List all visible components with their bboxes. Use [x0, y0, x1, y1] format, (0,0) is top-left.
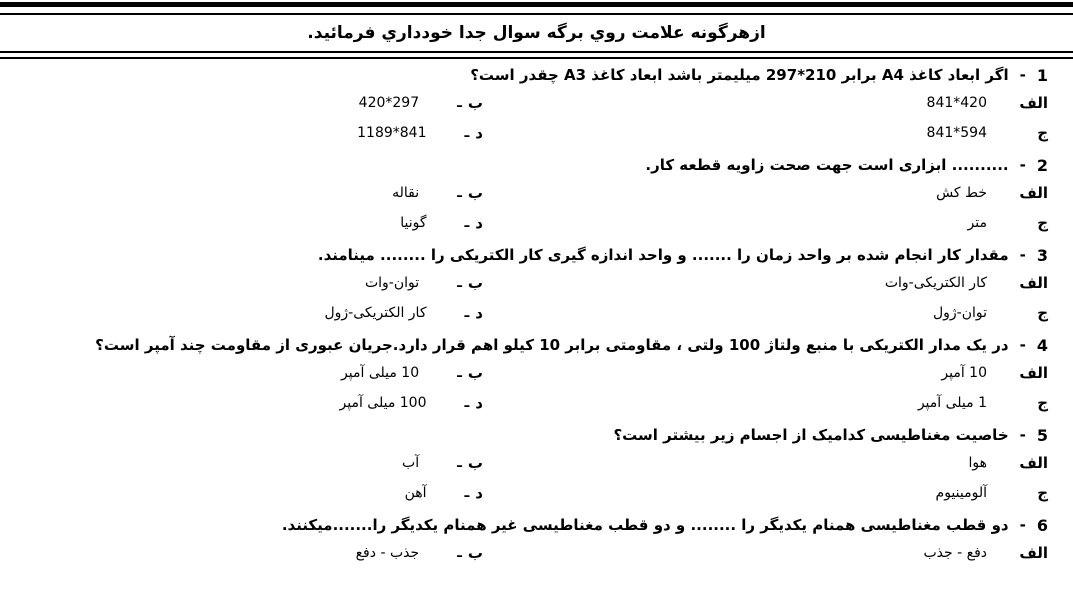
- question-text: دو قطب مغناطیسی همنام یكدیگر را ........ و دو قطب مغناطیسی غیر همنام یكدیگر را.......میكنند.: [281, 516, 1009, 534]
- question-text: مقدار كار انجام شده بر واحد زمان را ....... و واحد اندازه گیری كار الكتریكی را ........ مینامند.: [317, 246, 1009, 264]
- option-d-text: گونیا: [400, 215, 427, 231]
- option-b-text: جذب - دفع: [355, 545, 420, 561]
- question-text: خاصیت مغناطیسی كدامیک از اجسام زیر بیشتر است؟: [613, 426, 1009, 444]
- option-d: [5, 484, 483, 502]
- option-b-label: ب: [467, 544, 483, 562]
- option-b: [5, 454, 483, 472]
- option-c-label: ج: [1037, 214, 1048, 232]
- option-c-text: 1 میلی آمپر: [917, 395, 987, 411]
- option-a: [483, 544, 1048, 562]
- option-a-label: الف: [1019, 184, 1048, 202]
- option-c: [483, 484, 1048, 502]
- questions-area: [0, 59, 1073, 602]
- question-5-line: [5, 422, 1048, 448]
- question-5-options-row-1: [5, 448, 1048, 478]
- option-d-dash: ـ: [464, 305, 470, 321]
- option-a: [483, 94, 1048, 112]
- top-border-thick-rule: [0, 2, 1073, 7]
- question-2-options-row-2: [5, 208, 1048, 238]
- question-3: [5, 242, 1048, 332]
- option-b: [5, 364, 483, 382]
- option-d-label: د: [475, 484, 483, 502]
- option-d-text: 100 میلی آمپر: [339, 395, 427, 411]
- option-c: [483, 394, 1048, 412]
- question-number: 4: [1036, 335, 1048, 355]
- question-1-options-row-2: [5, 118, 1048, 148]
- option-b: [5, 94, 483, 112]
- question-4-options-row-1: [5, 358, 1048, 388]
- option-d: [5, 124, 483, 142]
- question-text: .......... ابزاری است جهت صحت زاویه قطعه كار.: [645, 156, 1009, 174]
- option-a-label: الف: [1019, 454, 1048, 472]
- option-b-dash: ـ: [457, 365, 462, 381]
- exam-sheet-page: [0, 2, 1073, 562]
- option-d-text: كار الكتریكی-ژول: [324, 305, 427, 321]
- question-number: 3: [1036, 245, 1048, 265]
- option-a-text: كار الكتریكی-وات: [884, 275, 987, 291]
- option-d-dash: ـ: [464, 485, 470, 501]
- question-number: 1: [1036, 65, 1048, 85]
- option-b-dash: ـ: [457, 455, 462, 471]
- option-b-dash: ـ: [457, 95, 462, 111]
- option-c: [483, 214, 1048, 232]
- question-2-line: [5, 152, 1048, 178]
- question-number: 5: [1036, 425, 1048, 445]
- option-c-label: ج: [1037, 304, 1048, 322]
- option-c-text: آلومینیوم: [935, 485, 987, 501]
- option-a-label: الف: [1019, 364, 1048, 382]
- option-b-text: آب: [402, 455, 420, 471]
- notice-band: [0, 15, 1073, 51]
- option-c: [483, 124, 1048, 142]
- option-a-text: دفع - جذب: [923, 545, 987, 561]
- option-d-label: د: [475, 394, 483, 412]
- question-number: 2: [1036, 155, 1048, 175]
- option-d-dash: ـ: [464, 215, 470, 231]
- option-a: [483, 184, 1048, 202]
- question-number-dash: -: [1019, 516, 1026, 534]
- option-d: [5, 394, 483, 412]
- option-d-text: 841*1189: [357, 125, 427, 141]
- option-c-text: توان-ژول: [932, 305, 987, 321]
- question-3-line: [5, 242, 1048, 268]
- option-d-label: د: [475, 214, 483, 232]
- question-5-options-row-2: [5, 478, 1048, 508]
- option-b-label: ب: [467, 94, 483, 112]
- option-a-label: الف: [1019, 274, 1048, 292]
- option-a-text: 10 آمپر: [941, 365, 987, 381]
- question-2: [5, 152, 1048, 242]
- option-a: [483, 274, 1048, 292]
- question-5: [5, 422, 1048, 512]
- question-6-line: [5, 512, 1048, 538]
- option-d-dash: ـ: [464, 125, 470, 141]
- option-b-text: 10 میلی آمپر: [341, 365, 420, 381]
- question-text: در یک مدار الكتریكی با منبع ولتاژ 100 ولتی ، مقاومتی برابر 10 كیلو اهم قرار دارد.جریان عبوری از مقاومت چند آمپر است؟: [95, 336, 1009, 354]
- question-1-options-row-1: [5, 88, 1048, 118]
- option-d-text: آهن: [404, 485, 427, 501]
- question-number-dash: -: [1019, 426, 1026, 444]
- question-number-dash: -: [1019, 336, 1026, 354]
- question-4-options-row-2: [5, 388, 1048, 418]
- option-b-text: نقاله: [392, 185, 420, 201]
- question-4: [5, 332, 1048, 422]
- question-2-options-row-1: [5, 178, 1048, 208]
- question-number-dash: -: [1019, 156, 1026, 174]
- option-b-label: ب: [467, 184, 483, 202]
- option-b-text: 297*420: [358, 95, 420, 111]
- question-4-line: [5, 332, 1048, 358]
- question-text: اگر ابعاد كاغذ A4 برابر 210*297 میلیمتر باشد ابعاد كاغذ A3 چقدر است؟: [470, 66, 1009, 84]
- notice-bottom-rule-1: [0, 51, 1073, 53]
- option-b-dash: ـ: [457, 185, 462, 201]
- option-b-label: ب: [467, 364, 483, 382]
- option-b-label: ب: [467, 274, 483, 292]
- option-c-label: ج: [1037, 124, 1048, 142]
- option-d-label: د: [475, 124, 483, 142]
- option-a-text: 420*841: [926, 95, 987, 111]
- question-number-dash: -: [1019, 246, 1026, 264]
- question-1: [5, 62, 1048, 152]
- option-b: [5, 184, 483, 202]
- option-c-text: 594*841: [926, 125, 987, 141]
- question-3-options-row-2: [5, 298, 1048, 328]
- option-d: [5, 214, 483, 232]
- option-d-label: د: [475, 304, 483, 322]
- question-1-line: [5, 62, 1048, 88]
- option-a: [483, 364, 1048, 382]
- option-d-dash: ـ: [464, 395, 470, 411]
- question-6: [5, 512, 1048, 602]
- option-b: [5, 274, 483, 292]
- option-c: [483, 304, 1048, 322]
- option-c-label: ج: [1037, 394, 1048, 412]
- option-a-label: الف: [1019, 544, 1048, 562]
- option-a-text: هوا: [968, 455, 987, 471]
- option-c-label: ج: [1037, 484, 1048, 502]
- option-a: [483, 454, 1048, 472]
- option-b-label: ب: [467, 454, 483, 472]
- question-6-options-row-1: [5, 538, 1048, 568]
- notice-text: ازهرگونه علامت روي برگه سوال جدا خودداري فرمائيد.: [307, 23, 766, 43]
- option-a-label: الف: [1019, 94, 1048, 112]
- option-b: [5, 544, 483, 562]
- option-b-text: توان-وات: [364, 275, 420, 291]
- question-number-dash: -: [1019, 66, 1026, 84]
- option-d: [5, 304, 483, 322]
- option-b-dash: ـ: [457, 545, 462, 561]
- option-a-text: خط كش: [936, 185, 987, 201]
- option-c-text: متر: [967, 215, 987, 231]
- question-number: 6: [1036, 515, 1048, 535]
- question-3-options-row-1: [5, 268, 1048, 298]
- option-b-dash: ـ: [457, 275, 462, 291]
